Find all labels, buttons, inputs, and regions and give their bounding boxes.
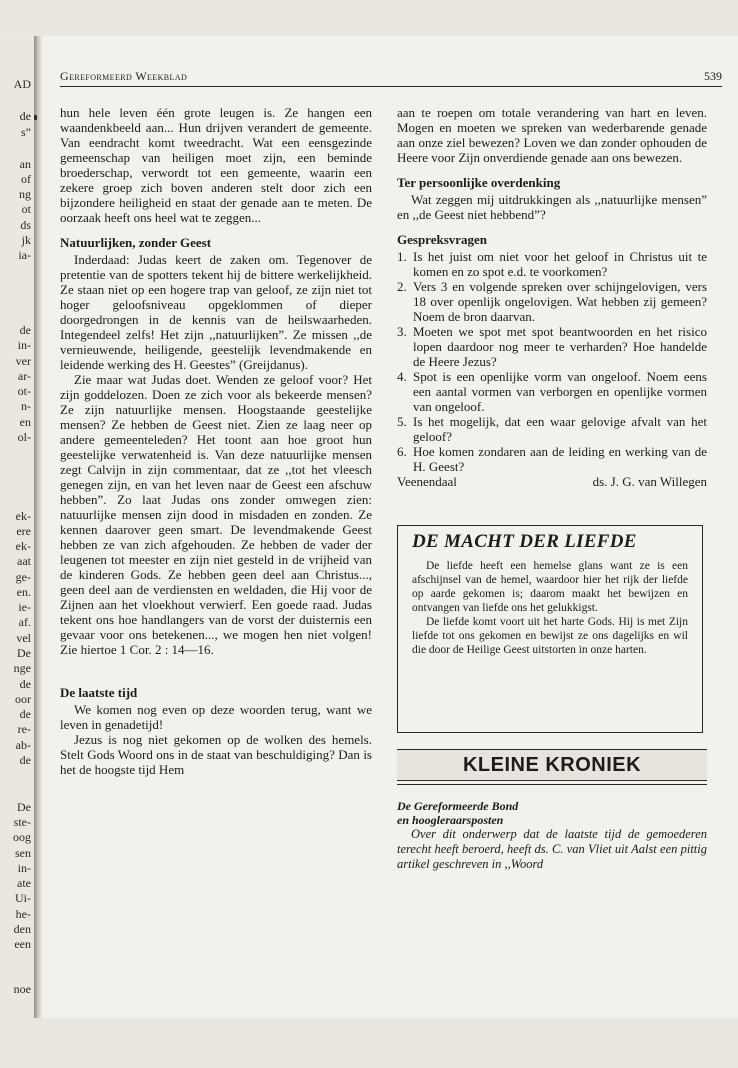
prev-page-fragment: sen (15, 846, 31, 860)
prev-page-fragment: ek- (15, 539, 31, 553)
page-number: 539 (704, 69, 722, 83)
prev-page-fragment: de (19, 109, 31, 123)
book-spine-shadow (34, 36, 42, 1018)
question-text: Hoe komen zondaren aan de leiding en werking van de H. Geest? (413, 444, 707, 474)
prev-page-fragment: in- (17, 861, 31, 875)
question-item (397, 279, 707, 324)
prev-page-fragment: de (19, 753, 31, 767)
prev-page-fragment: ate (17, 876, 31, 890)
paragraph: Wat zeggen mij uitdrukkingen als ,,natuurlijke mensen” en ,,de Geest niet hebbend”? (397, 192, 707, 222)
sign-place: Veenendaal (397, 474, 457, 489)
prev-page-fragment: ds (20, 218, 31, 232)
prev-page-fragment: an (19, 157, 31, 171)
prev-page-fragment: af. (18, 615, 31, 629)
journal-title: Gereformeerd Weekblad (60, 69, 188, 83)
prev-page-fragment: De (17, 646, 31, 660)
section-gap (60, 657, 372, 675)
paragraph: We komen nog even op deze woorden terug, want we leven in genadetijd! (60, 702, 372, 732)
prev-page-fragment: in- (17, 338, 31, 352)
prev-page-fragment: ot (21, 202, 31, 216)
previous-page-margin (0, 36, 34, 1018)
prev-page-fragment: he- (15, 907, 31, 921)
question-text: Is het mogelijk, dat een waar gelovige afvalt van het geloof? (413, 414, 707, 444)
prev-page-fragment: de (19, 677, 31, 691)
box-paragraph: De liefde komt voort uit het harte Gods. Hij is met Zijn liefde tot ons gekomen en bewijst ze ons dagelijks en wil die door de Heilige Geest uitstorten in onze harten. (412, 616, 688, 656)
question-number: 3. (397, 324, 407, 339)
prev-page-fragment: Ui- (15, 891, 31, 905)
prev-page-fragment: of (21, 172, 31, 186)
paragraph: Jezus is nog niet gekomen op de wolken des hemels. Stelt Gods Woord ons in de staat van beschuldiging? Dan is het de hoogste tijd Hem (60, 732, 372, 777)
question-number: 2. (397, 279, 407, 294)
question-number: 5. (397, 414, 407, 429)
paragraph: aan te roepen om totale verandering van hart en leven. Mogen en moeten we spreken van wederbarende genade aan onze ziel bewezen? Loven we dan zonder ophouden de Heere voor Zijn onverdiende genade aan ons bewezen. (397, 105, 707, 165)
box-body (412, 559, 688, 657)
prev-page-fragment: De (17, 800, 31, 814)
prev-page-fragment: ste- (13, 815, 31, 829)
divider (397, 784, 707, 785)
prev-page-fragment: ge- (15, 570, 31, 584)
page (42, 36, 738, 1018)
prev-page-fragment: ng (19, 187, 31, 201)
box-title: DE MACHT DER LIEFDE (412, 531, 637, 552)
left-column (60, 105, 372, 777)
prev-page-fragment: ia- (18, 248, 31, 262)
question-item (397, 444, 707, 474)
box-paragraph: De liefde heeft een hemelse glans want ze is een afschijnsel van de hemel, waardoor hier het rijk der liefde op aarde gekomen is; daarom maakt het bewijzen en ontvangen van liefde ons het gelukkigst. (412, 560, 688, 614)
running-head (60, 68, 722, 87)
section-heading: Gespreksvragen (397, 232, 488, 247)
question-number: 1. (397, 249, 407, 264)
prev-page-fragment: ie- (18, 600, 31, 614)
question-number: 6. (397, 444, 407, 459)
paragraph: hun hele leven één grote leugen is. Ze hangen een waandenkbeeld aan... Hun drijven verandert de gemeente. Van eendracht komt tweedracht. Wat een eensgezinde gemeenschap van heiligen moet zijn, een beminde broederschap, verwordt tot een gemeente, waarin een zekere groep zich boven anderen stelt door zich een bijzondere heiligheid en staat der genade aan te meten. De oorzaak heeft ons heel wat te zeggen... (60, 105, 372, 225)
subheading-line: en hoogleraarsposten (397, 813, 504, 827)
question-number: 4. (397, 369, 407, 384)
prev-page-fragment: ver (15, 354, 31, 368)
prev-page-fragment: oor (15, 692, 31, 706)
prev-page-fragment: aat (17, 554, 31, 568)
sign-author: ds. J. G. van Willegen (592, 474, 707, 489)
prev-page-fragment: ek- (15, 509, 31, 523)
boxed-article (397, 525, 703, 733)
section-heading: Ter persoonlijke overdenking (397, 175, 561, 190)
prev-page-fragment: noe (13, 982, 31, 996)
question-text: Is het juist om niet voor het geloof in Christus uit te komen en zo spot e.d. te voorkomen? (413, 249, 707, 279)
question-item (397, 249, 707, 279)
section-heading: Natuurlijken, zonder Geest (60, 235, 212, 250)
prev-page-fragment: ar- (17, 369, 31, 383)
question-item (397, 414, 707, 444)
prev-page-fragment: nge (13, 661, 31, 675)
prev-page-fragment: de (19, 707, 31, 721)
section-heading: De laatste tijd (60, 685, 138, 700)
kroniek-banner: KLEINE KRONIEK (397, 749, 707, 781)
margin-mark (34, 115, 37, 120)
prev-page-fragment: ot- (17, 384, 31, 398)
prev-page-fragment: de (19, 323, 31, 337)
subheading (397, 799, 707, 827)
prev-page-fragment: re- (17, 722, 31, 736)
subheading-line: De Gereformeerde Bond (397, 799, 519, 813)
signature-line (397, 474, 707, 489)
intro-paragraph: Over dit onderwerp dat de laatste tijd de gemoederen terecht heeft beroerd, heeft ds. C. van Vliet uit Aalst een pittig artikel geschreven in ,,Woord (397, 827, 707, 871)
prev-page-fragment: AD (13, 77, 31, 91)
prev-page-fragment: ab- (15, 738, 31, 752)
prev-page-fragment: en. (16, 585, 31, 599)
prev-page-fragment: en (19, 415, 31, 429)
prev-page-fragment: ol- (17, 430, 31, 444)
prev-page-fragment: oog (13, 830, 31, 844)
question-item (397, 369, 707, 414)
question-text: Spot is een openlijke vorm van ongeloof. Noem eens een aantal vormen van verborgen en openlijke vormen van ongeloof. (413, 369, 707, 414)
prev-page-fragment: jk (21, 233, 31, 247)
right-column (397, 105, 707, 872)
prev-page-fragment: den (13, 922, 31, 936)
question-text: Vers 3 en volgende spreken over schijngelovigen, vers 18 over openlijk ongelovigen. Wat hebben zij gemeen? Noem de bron daarvan. (413, 279, 707, 324)
question-item (397, 324, 707, 369)
question-list (397, 249, 707, 474)
prev-page-fragment: ere (16, 524, 31, 538)
question-text: Moeten we spot met spot beantwoorden en het risico lopen daardoor nog meer te verharden? Hoe handelde de Heere Jezus? (413, 324, 707, 369)
prev-page-fragment: n- (21, 399, 31, 413)
prev-page-fragment: een (14, 937, 31, 951)
prev-page-fragment: s” (21, 125, 31, 139)
paragraph: Zie maar wat Judas doet. Wenden ze geloof voor? Het zijn goddelozen. Doen ze zich voor als bekeerde mensen? Ze zijn natuurlijke mensen. Hoogstaande geestelijke mensen? Ze hebben de Geest niet. Zien ze laag neer op andere gemeenteleden? Het toont aan hoe groot hun geestelijke verwatenheid is. Van deze natuurlijke mensen zegt Calvijn in zijn commentaar, dat ze ,,tot het vleesch genegen zijn, en van het leven naar de Geest een afschuw hebben”. Zo laat Judas ons zonder omwegen zien: natuurlijke mensen zijn dood in misdaden en zonden. Ze kennen daarover geen smart. De levendmakende Geest hebben ze van zich afgehouden. Ze hebben de vader der leugenen tot meester en zijn niet gesteld in de vrijheid van de kinderen Gods. Ze hebben geen deel aan Christus..., geen deel aan de verdiensten en weldaden, die Hij voor de Zijnen aan het vloekhout verwierf. Een goede raad. Judas tekent ons hoe handlangers van de vorst der duisternis een gevaar voor ons betekenen..., we mogen hen niet volgen! Zie hiertoe 1 Cor. 2 : 14—16. (60, 372, 372, 657)
paragraph: Inderdaad: Judas keert de zaken om. Tegenover de pretentie van de spotters tekent hij de bittere werkelijkheid. Ze staan niet op een hogere trap van geloof, ze zijn niet tot hoger geloofsniveau opgeklommen of dieper doorgedrongen in de kennis van de heilswaarheden. Integendeel zelfs! Het zijn ,,natuurlijken”. Ze missen ,,de vernieuwende, heiligende, geestelijk levendmakende en leidende werking des H. Geestes” (Greijdanus). (60, 252, 372, 372)
prev-page-fragment: vel (16, 631, 31, 645)
